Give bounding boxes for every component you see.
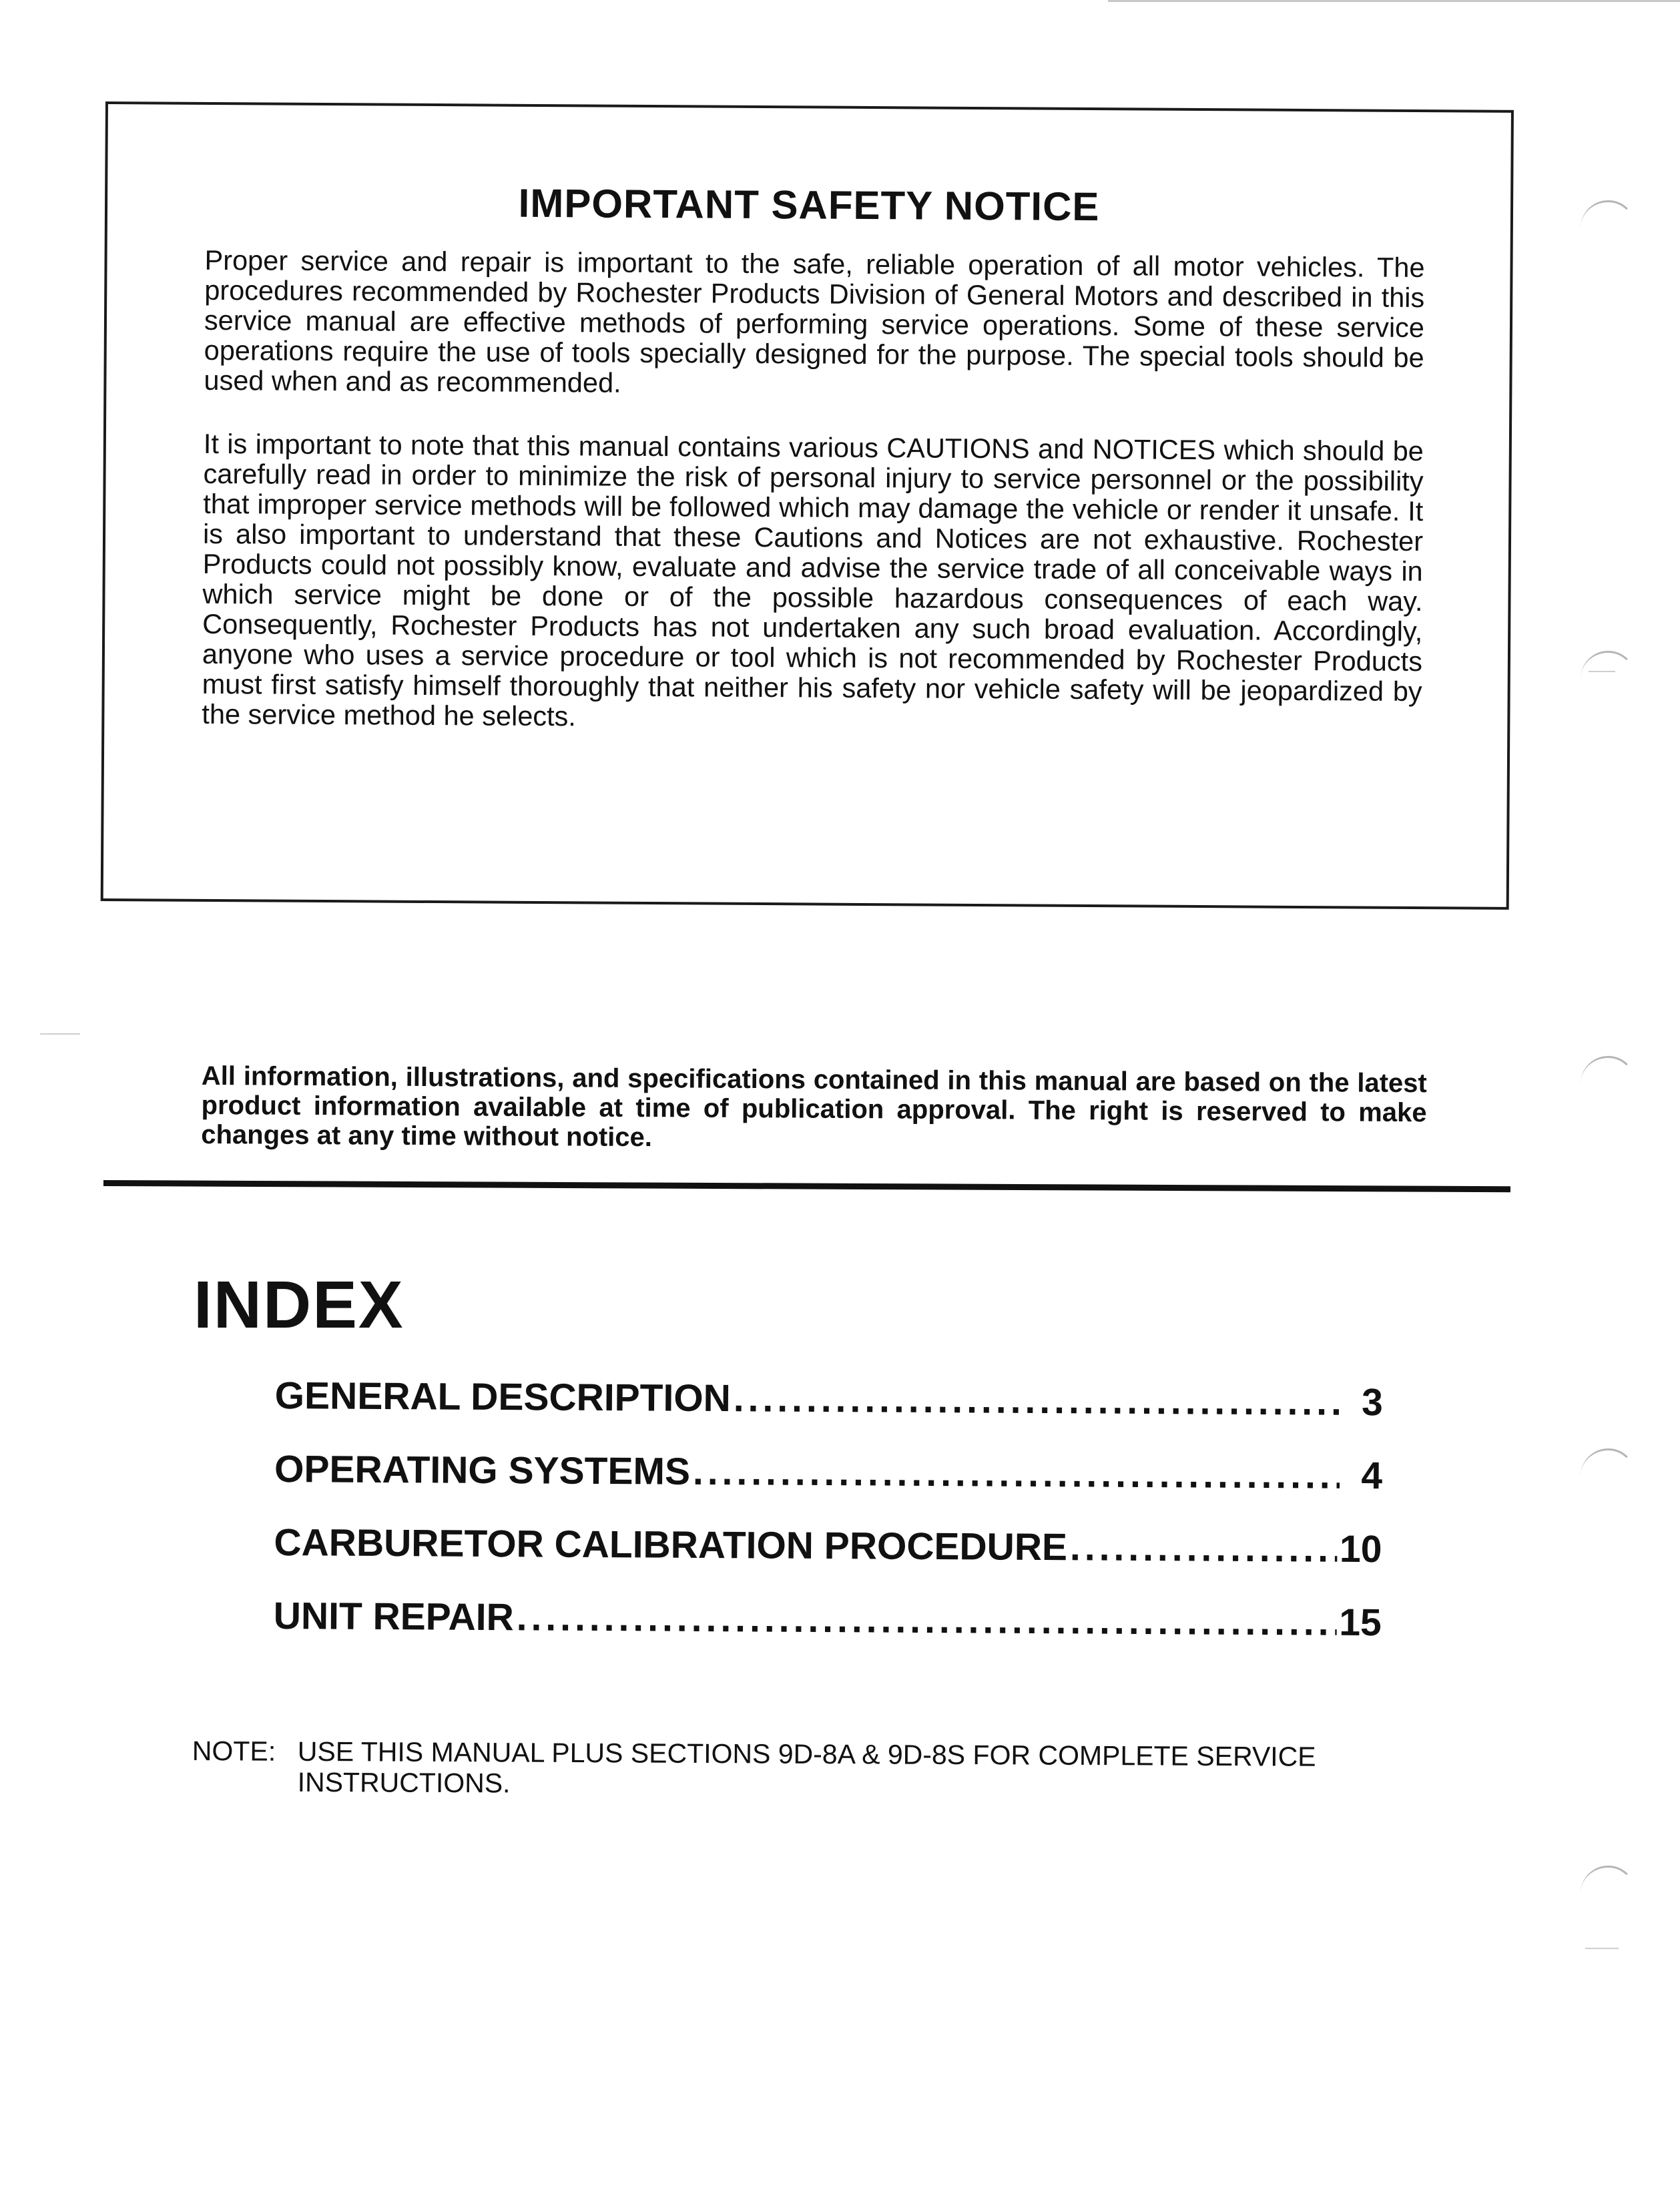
index-entry-label: OPERATING SYSTEMS xyxy=(274,1447,691,1493)
safety-notice-title: IMPORTANT SAFETY NOTICE xyxy=(518,180,1100,230)
scan-edge-mark xyxy=(40,1033,80,1035)
scan-edge-line xyxy=(1108,0,1680,2)
safety-notice-body xyxy=(202,245,1425,770)
scan-edge-mark xyxy=(1585,1948,1619,1949)
dot-leader xyxy=(517,1595,1337,1645)
note-text: USE THIS MANUAL PLUS SECTIONS 9D-8A & 9D-8S FOR COMPLETE SERVICE INSTRUCTIONS. xyxy=(297,1735,1316,1799)
index-heading: INDEX xyxy=(194,1268,404,1342)
section-divider xyxy=(103,1180,1510,1192)
dot-leader xyxy=(1070,1525,1337,1571)
binder-hole-mark xyxy=(1581,1448,1636,1490)
scan-edge-mark xyxy=(1589,671,1615,672)
index-entry-label: GENERAL DESCRIPTION xyxy=(274,1374,732,1420)
service-note xyxy=(192,1735,1420,1804)
binder-hole-mark xyxy=(1581,1866,1636,1908)
safety-notice-box xyxy=(101,101,1514,910)
index-entry-page: 10 xyxy=(1339,1527,1382,1571)
dot-leader xyxy=(734,1376,1340,1424)
index-entry-page: 4 xyxy=(1361,1454,1383,1498)
safety-notice-paragraph-1: Proper service and repair is important to the safe, reliable operation of all motor vehicles. The procedures recommended by Rochester Products Division of General Motors and described in this service manual are effective methods of performing service operations. Some of these service operations require the use of tools specially designed for the purpose. The special tools should be used when and as recommended. xyxy=(204,244,1425,398)
binder-hole-mark xyxy=(1581,200,1636,242)
binder-hole-mark xyxy=(1581,1056,1636,1098)
index-entry-label: UNIT REPAIR xyxy=(273,1594,514,1639)
index-entry-label: CARBURETOR CALIBRATION PROCEDURE xyxy=(274,1521,1068,1569)
index-entry-general-description[interactable] xyxy=(274,1374,1383,1454)
publication-disclaimer: All information, illustrations, and specifications contained in this manual are based on the latest product information available at time of publication approval. The right is reserved to make changes at any time without notice. xyxy=(201,1061,1427,1153)
safety-notice-paragraph-2: It is important to note that this manual contains various CAUTIONS and NOTICES which should be carefully read in order to minimize the risk of personal injury to service personnel or the possibility that improper service methods will be followed which may damage the vehicle or render it unsafe. It is also important to understand that these Cautions and Notices are not exhaustive. Rochester Products could not possibly know, evaluate and advise the service trade of all conceivable ways in which service might be done or of the possible hazardous consequences of each way. Consequently, Rochester Products has not undertaken any such broad evaluation. Accordingly, anyone who uses a service procedure or tool which is not recommended by Rochester Products must first satisfy himself thoroughly that neither his safety nor vehicle safety will be jeopardized by the service method he selects. xyxy=(202,427,1424,732)
index-entry-unit-repair[interactable] xyxy=(273,1594,1382,1674)
index-entry-carburetor-calibration[interactable] xyxy=(274,1521,1382,1601)
index-entry-page: 3 xyxy=(1361,1380,1383,1424)
dot-leader xyxy=(693,1450,1340,1498)
index-entry-operating-systems[interactable] xyxy=(274,1447,1383,1527)
index-list xyxy=(273,1374,1383,1674)
index-entry-page: 15 xyxy=(1339,1601,1382,1645)
note-label: NOTE: xyxy=(192,1735,276,1767)
